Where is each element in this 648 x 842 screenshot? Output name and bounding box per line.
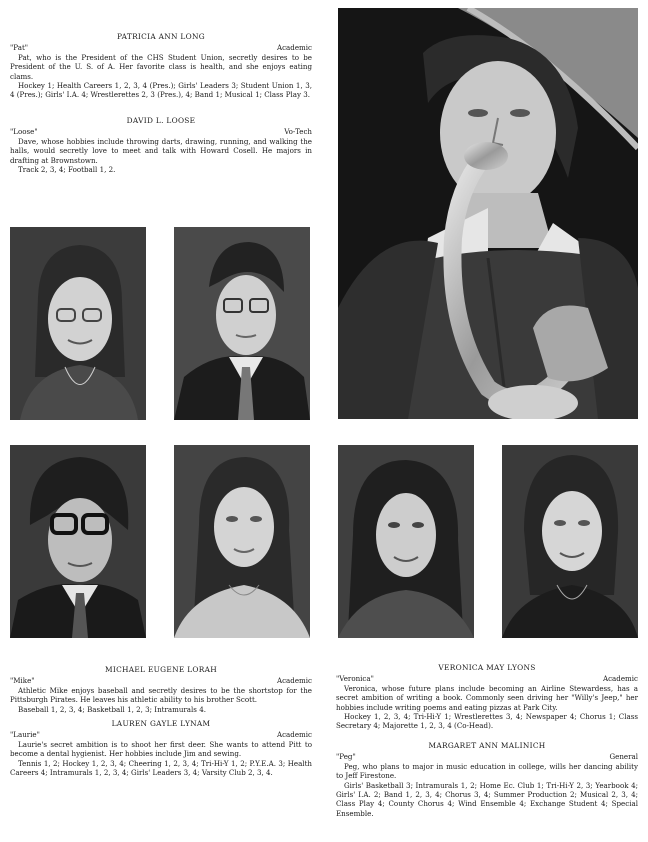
- course: Academic: [276, 676, 312, 686]
- activities: Girls' Basketball 3; Intramurals 1, 2; Home Ec. Club 1; Tri-Hi-Y 2, 3; Yearbook 4; Girls' I.A. 2; Band 1, 2, 3, 4; Chorus 3, 4; Summer Production 2; Musical 2, 3, 4; Class Play 4; County Chorus 4; Wind Ensemble 4; Exchange Student 4; Special Ensemble.: [336, 780, 638, 818]
- nickname: "Peg": [336, 752, 356, 762]
- course: Vo-Tech: [284, 127, 312, 137]
- nickname: "Loose": [10, 127, 38, 137]
- nickname: "Laurie": [10, 730, 40, 740]
- student-name: DAVID L. LOOSE: [126, 116, 196, 125]
- student-name: VERONICA MAY LYONS: [438, 663, 536, 672]
- portrait-veronica-lyons: [338, 445, 474, 638]
- portrait-michael-lorah: [10, 445, 146, 638]
- course: General: [609, 752, 638, 762]
- activities: Baseball 1, 2, 3, 4; Basketball 1, 2, 3; Intramurals 4.: [18, 704, 206, 714]
- bio-text: Laurie's secret ambition is to shoot her first deer. She wants to attend Pitt to become a dental hygienist. Her hobbies include Jim and sewing.: [10, 739, 312, 759]
- nickname: "Pat": [10, 43, 29, 53]
- bio-margaret-malinich: [336, 741, 638, 818]
- bio-david-loose: [10, 116, 312, 174]
- course: Academic: [276, 730, 312, 740]
- student-name: PATRICIA ANN LONG: [117, 32, 205, 41]
- activities: Hockey 1; Health Careers 1, 2, 3, 4 (Pres.); Girls' Leaders 3; Student Union 1, 3, 4 (Pres.); Girls' I.A. 4; Wrestlerettes 2, 3 (Pres.), 4; Band 1; Musical 1; Class Play 3.: [10, 81, 312, 100]
- bio-text: Veronica, whose future plans include becoming an Airline Stewardess, has a secret ambition of writing a book. Commonly seen driving her "Willy's Jeep," her hobbies include writing poems and eating pizzas at Park City.: [336, 683, 638, 712]
- student-name: MICHAEL EUGENE LORAH: [104, 665, 218, 674]
- bio-michael-lorah: [10, 665, 312, 714]
- activities: Tennis 1, 2; Hockey 1, 2, 3, 4; Cheering 1, 2, 3, 4; Tri-Hi-Y 1, 2; P.Y.E.A. 3; Health Careers 4; Intramurals 1, 2, 3, 4; Girls' Leaders 3, 4; Varsity Club 2, 3, 4.: [10, 758, 312, 778]
- activities: Track 2, 3, 4; Football 1, 2.: [18, 165, 116, 175]
- bio-lauren-lynam: [10, 719, 312, 777]
- bio-text: Athletic Mike enjoys baseball and secretly desires to be the shortstop for the Pittsburgh Pirates. He leaves his athletic ability to his brother Scott.: [10, 685, 312, 705]
- bio-text: Peg, who plans to major in music education in college, wills her dancing ability to Jeff Firestone.: [336, 761, 638, 781]
- portrait-lauren-lynam: [174, 445, 310, 638]
- bio-patricia-long: [10, 32, 312, 100]
- bio-text: Dave, whose hobbies include throwing darts, drawing, running, and walking the halls, would secretly love to meet and talk with Howard Cosell. He majors in drafting at Brownstown.: [10, 136, 312, 165]
- candid-photo-saxophone: [338, 8, 638, 419]
- portrait-margaret-malinich: [502, 445, 638, 638]
- nickname: "Mike": [10, 676, 35, 686]
- portrait-patricia-long: [10, 227, 146, 420]
- student-name: LAUREN GAYLE LYNAM: [111, 719, 211, 728]
- course: Academic: [602, 674, 638, 684]
- course: Academic: [276, 43, 312, 53]
- bio-veronica-lyons: [336, 663, 638, 731]
- activities: Hockey 1, 2, 3, 4; Tri-Hi-Y 1; Wrestlerettes 3, 4; Newspaper 4; Chorus 1; Class Secretary 4; Majorette 1, 2, 3, 4 (Co-Head).: [336, 712, 638, 731]
- bio-text: Pat, who is the President of the CHS Student Union, secretly desires to be President of the U. S. of A. Her favorite class is health, and she enjoys eating clams.: [10, 52, 312, 81]
- portrait-david-loose: [174, 227, 310, 420]
- student-name: MARGARET ANN MALINICH: [428, 741, 546, 750]
- nickname: "Veronica": [336, 674, 374, 684]
